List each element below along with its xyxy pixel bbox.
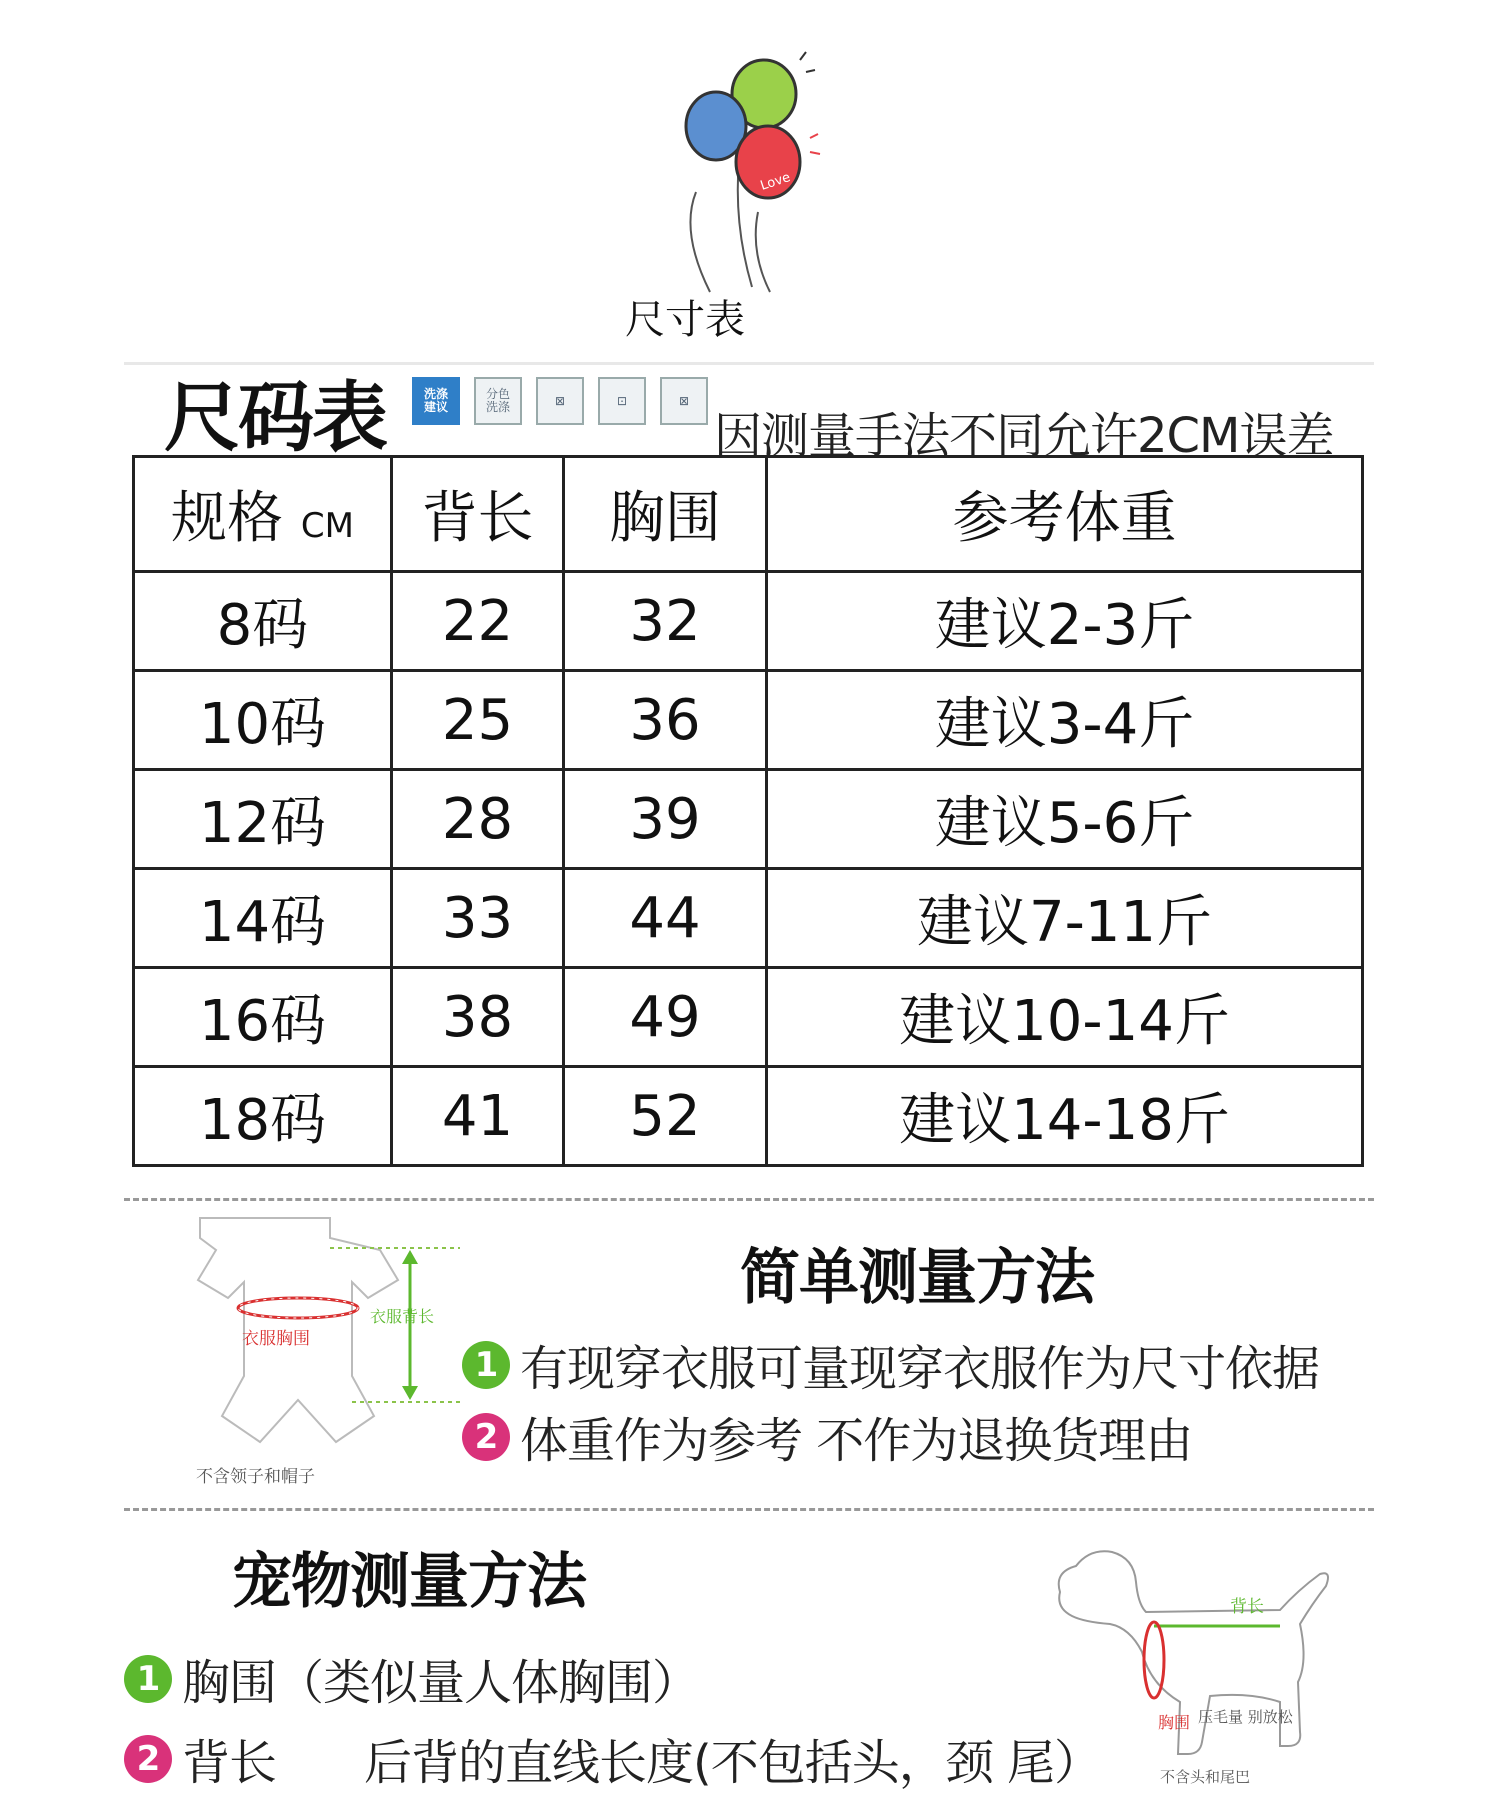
tip-1-text: 有现穿衣服可量现穿衣服作为尺寸依据 [520,1341,1320,1397]
table-header-row [134,457,1363,572]
cell-chest: 36 [564,671,767,770]
no-dry-icon: ⊡ [598,377,646,425]
column-header-size [134,457,392,572]
cell-size: 12码 [134,770,392,869]
size-table [132,455,1364,1167]
cell-chest: 49 [564,968,767,1067]
section-divider [124,1508,1374,1511]
table-row [134,671,1363,770]
section-divider [124,1198,1374,1201]
cell-size: 10码 [134,671,392,770]
tip-2-text: 体重作为参考 不作为退换货理由 [520,1413,1193,1469]
cell-back-length: 33 [392,869,564,968]
cell-size: 14码 [134,869,392,968]
column-header-chest: 胸围 [564,457,767,572]
pet-measurement-heading: 宠物测量方法 [232,1547,586,1617]
cell-chest: 44 [564,869,767,968]
table-row [134,572,1363,671]
dog-chest-note: 压毛量 别放松 [1198,1708,1293,1726]
cell-chest: 39 [564,770,767,869]
table-row [134,1067,1363,1166]
no-bleach-icon: ⊠ [536,377,584,425]
separate-wash-icon: 分色 洗涤 [474,377,522,425]
number-1-badge: 1 [462,1341,510,1389]
table-row [134,770,1363,869]
number-2-badge: 2 [124,1735,172,1783]
dog-back-label: 背长 [1230,1597,1264,1617]
cell-weight: 建议5-6斤 [767,770,1363,869]
cell-weight: 建议7-11斤 [767,869,1363,968]
size-chart-panel [124,362,1374,1195]
balloons-illustration [660,42,840,302]
pet-line-1-text: （类似量人体胸围） [276,1655,700,1711]
column-header-size-label: 规格 [171,486,284,551]
cell-size: 8码 [134,572,392,671]
cell-back-length: 41 [392,1067,564,1166]
pet-line-1-label: 胸围 [182,1655,277,1711]
cell-back-length: 28 [392,770,564,869]
pet-line-2-label: 背长 [182,1735,277,1791]
cell-chest: 52 [564,1067,767,1166]
cell-size: 18码 [134,1067,392,1166]
simple-measurement-heading: 简单测量方法 [740,1243,1094,1313]
column-header-weight: 参考体重 [767,457,1363,572]
pet-line-1 [124,1644,699,1713]
care-icons [412,377,708,425]
cell-back-length: 38 [392,968,564,1067]
number-2-badge: 2 [462,1413,510,1461]
table-row [134,968,1363,1067]
no-tumble-icon: ⊠ [660,377,708,425]
column-header-back-length: 背长 [392,457,564,572]
cell-weight: 建议3-4斤 [767,671,1363,770]
cell-weight: 建议10-14斤 [767,968,1363,1067]
pet-line-2 [124,1724,1101,1793]
dog-note: 不含头和尾巴 [1160,1768,1251,1786]
garment-back-label: 衣服背长 [370,1307,435,1326]
cell-weight: 建议14-18斤 [767,1067,1363,1166]
dog-diagram [1050,1532,1350,1792]
garment-chest-label: 衣服胸围 [242,1329,310,1349]
cell-back-length: 25 [392,671,564,770]
cell-back-length: 22 [392,572,564,671]
page-title: 尺寸表 [625,297,745,343]
number-1-badge: 1 [124,1655,172,1703]
tip-1 [462,1330,1319,1399]
garment-diagram [140,1210,470,1490]
balloon-love-text: Love [758,170,793,194]
size-chart-heading: 尺码表 [164,373,386,462]
tip-2 [462,1402,1192,1471]
cell-chest: 32 [564,572,767,671]
pet-line-2-text: 后背的直线长度(不包括头，颈 尾） [364,1735,1102,1791]
garment-note: 不含领子和帽子 [196,1467,315,1487]
wash-icon: 洗涤 建议 [412,377,460,425]
tolerance-note: 因测量手法不同允许2CM误差 [714,408,1334,464]
dog-chest-label: 胸围 [1158,1713,1191,1732]
table-row [134,869,1363,968]
unit-label: CM [300,506,354,546]
cell-weight: 建议2-3斤 [767,572,1363,671]
cell-size: 16码 [134,968,392,1067]
